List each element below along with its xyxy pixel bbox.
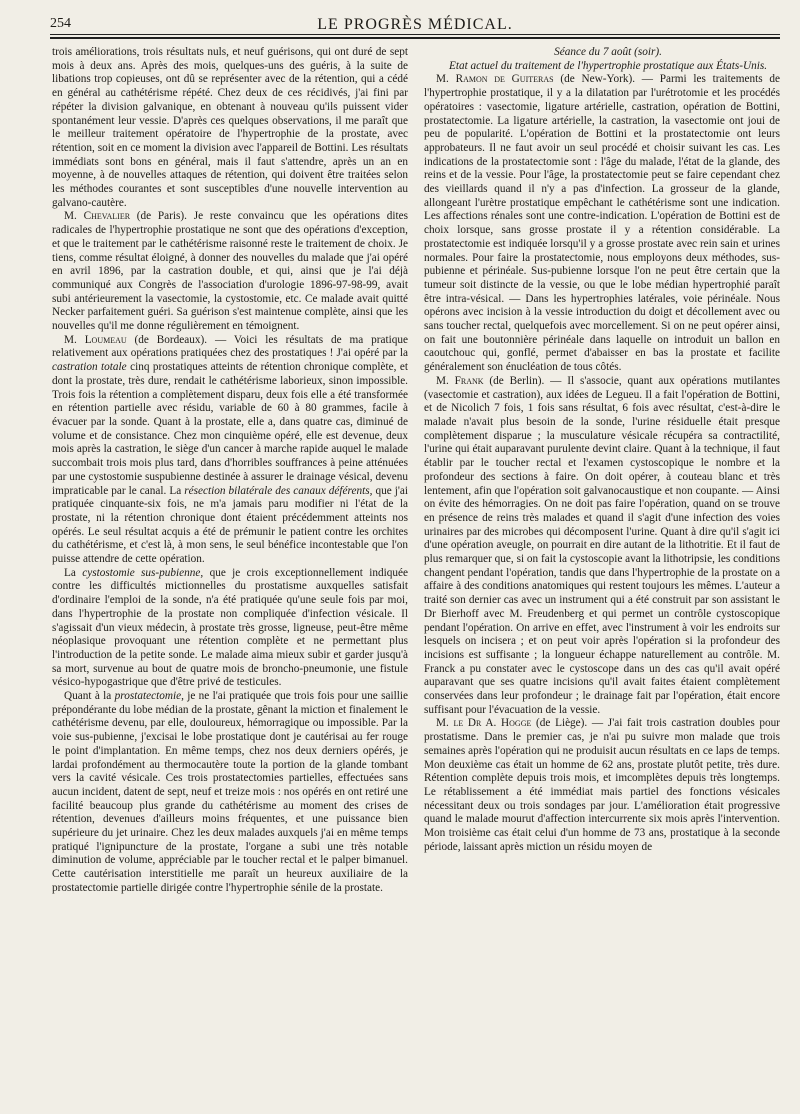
header-rule xyxy=(50,34,780,35)
speaker-name: M. Chevalier xyxy=(64,210,131,223)
right-column xyxy=(424,46,780,854)
paragraph xyxy=(52,567,408,690)
paragraph-text: cinq prostatiques atteints de rétention chronique complète, et dont la prostate, très dure, rendait le cathétérisme laborieux, sinon impossible. Trois fois la rétention a complètement disparu, deux fois elle a été transformée en rétention partielle avec résidu, variable de 60 à 80 grammes, facile à évacuer par la sonde. Quant à la prostate, elle a, dans quatre cas, diminué de volume et de consistance. Chez mon cinquième opéré, elle est devenue, deux mois après la castration, le siège d'un cancer à marche rapide auquel le malade succombait trois mois plus tard, dans d'horribles souffrances à peine atténuées par une cystostomie suspubienne destinée à assurer le drainage vésical, devenu impraticable par le canal. La xyxy=(52,361,408,497)
section-subtitle: Etat actuel du traitement de l'hypertrophie prostatique aux États-Unis. xyxy=(448,59,768,72)
paragraph xyxy=(52,210,408,333)
paragraph xyxy=(424,375,780,718)
italic-term: castration totale xyxy=(52,361,127,374)
paragraph-text: Quant à la xyxy=(64,690,115,703)
speaker-name: M. Frank xyxy=(436,374,484,387)
header-rule-thick xyxy=(50,37,780,39)
paragraph: trois améliorations, trois résultats nuls, et neuf guérisons, qui ont duré de sept mois à deux ans. Après des mois, quelques-uns des guéris, à la suite de libations trop copieuses, ont dû se représenter avec de la rétention, qui a cédé en général au cathétérisme répété. Chez deux de ces récidivés, j'ai fini par répéter la division galvanique, en obtenant à nouveau qu'ils puissent vider spontanément leur vessie. D'après ces quelques observations, il me paraît que le meilleur traitement opératoire de l'hypertrophie de la prostate, avec rétention, soit en ce moment la division avec l'appareil de Bottini. Les résultats immédiats sont bons en général, mais il faut s'attendre, après un an en moyenne, à de nouvelles attaques de rétention, qui doivent être traitées selon les méthodes courantes et sont susceptibles d'une nouvelle intervention au galvano-cautère. xyxy=(52,46,408,209)
paragraph xyxy=(52,334,408,567)
running-title: LE PROGRÈS MÉDICAL. xyxy=(317,16,513,33)
paragraph xyxy=(424,73,780,374)
paragraph-text: (de Liège). — J'ai fait trois castration doubles pour prostatisme. Dans le premier cas, je n'ai pu suivre mon malade que trois semaines après l'opération qui ne produisit aucun résultats en ce laps de temps. Mon deuxième cas était un homme de 62 ans, prostate plutôt petite, très dure. Rétention complète depuis trois mois, et imcomplètes depuis très longtemps. Le rétablissement a été immédiat mais partiel des fonctions vésicales nécessitant deux ou trois sondages par jour. L'amélioration était progressive quand le malade mourut d'affection intercurrente six mois après l'intervention. Mon troisième cas était celui d'un homme de 73 ans, prostatique à la seconde période, laissant après miction un résidu moyen de xyxy=(424,717,780,853)
speaker-name: M. Ramon de Guiteras xyxy=(436,73,554,86)
paragraph-text: que je crois exceptionnellement indiquée contre les difficultés mictionnelles du prostatisme auxquelles satisfait d'ordinaire l'emploi de la sonde, n'a été pratiquée qu'une seule fois par moi, dans l'hypertrophie de la prostate non compliquée d'infection vésicale. Il s'agissait d'un vieux médecin, à prostate très grosse, ligneuse, peut-être même néoplasique provoquant une rétention complète et ne permettant plus l'introduction de la petite sonde. Le malade aima mieux subir et garder jusqu'à sa mort, survenue au bout de quatre mois de broncho-pneumonie, une fistule vésico-hypogastrique que d'être privé de testicules. xyxy=(52,566,408,689)
session-heading: Séance du 7 août (soir). xyxy=(554,46,662,58)
paragraph-text: La xyxy=(64,566,83,579)
left-column xyxy=(52,46,408,896)
paragraph xyxy=(424,717,780,854)
italic-term: prostatectomie, xyxy=(114,690,184,703)
speaker-name: M. Loumeau xyxy=(64,333,127,346)
italic-term: résection bilatérale des canaux déférents, xyxy=(184,484,373,497)
paragraph-text: (de Paris). Je reste convaincu que les opérations dites radicales de l'hypertrophie prostatique ne sont que des opérations d'exception, et que le traitement par le cathétérisme raisonné reste le traitement de choix. Je tiens, comme résultat éloigné, à donner des nouvelles du malade que j'ai opéré en avril 1896, par la castration double, et qui, ainsi que je l'ai déjà communiqué aux Congrès de l'association d'urologie 1896-97-98-99, avait subi antérieurement la vasectomie, la cystostomie, etc. Ce malade avait quitté Necker parfaitement guéri. Sa guérison s'est maintenue complète, ainsi que les nouvelles qu'il me donne régulièrement en témoignent. xyxy=(52,210,408,333)
paragraph-text: que j'ai pratiquée cinquante-six fois, ne m'a jamais paru modifier ni l'état de la prostate, ni la rétention chronique dont étaient précédemment atteints nos opérés. Le seul résultat acquis a été de prémunir le patient contre les orchites du cathétérisme, et c'est là, à mon sens, le seul bénéfice incontestable que l'on puisse attendre de cette opération. xyxy=(52,484,408,566)
page-number: 254 xyxy=(50,16,71,31)
italic-term: cystostomie sus-pubienne, xyxy=(82,566,204,579)
speaker-name: M. le Dr A. Hogge xyxy=(436,717,532,730)
paragraph-text: je ne l'ai pratiquée que trois fois pour une saillie prépondérante du lobe médian de la prostate, gênant la miction et finalement le cathétérisme devenu, par elle, douloureux, hémorragique ou impossible. Par la voie sus-pubienne, j'excisai le lobe prostatique dont je cautérisai au fer rouge le point d'implantation. En même temps, chez nos deux derniers opérés, je lardai profondément au thermocautère toute la portion de la glande tombant vers la cavité vésicale. Ces trois prostatectomies partielles, effectuées sans aucun incident, datent de sept, neuf et treize mois : nos opérés en ont retiré une facilité beaucoup plus grande du cathétérisme au moment des crises de rétention, devenues d'ailleurs moins fréquentes, et une puissance bien supérieure du jet urinaire. Chez les deux malades auxquels j'ai en même temps pratiqué l'ignipuncture de la prostate, l'organe a subi une très notable diminution de volume, appréciable par le toucher rectal et le palper bimanuel. Cette cautérisation interstitielle me paraît un heureux auxiliaire de la prostatectomie partielle dirigée contre l'hypertrophie sénile de la prostate. xyxy=(52,690,408,894)
paragraph-text: (de Bordeaux). — Voici les résultats de ma pratique relativement aux opérations pratiquées chez des prostatiques ! J'ai opéré par la xyxy=(52,333,408,360)
paragraph-text: (de Berlin). — Il s'associe, quant aux opérations mutilantes (vasectomie et castration), aux idées de Legueu. Il a fait l'opération de Bottini, et de Nicolich 7 fois, 1 fois sans résultat, 6 fois avec résultat, c'est-à-dire le malade n'avait plus besoin de la sonde, l'urine résiduelle était presque complètement disparue ; la musculature vésicale récupéra sa contractilité, l'urine qui était auparavant purulente devint claire. Quant à la technique, il faut établir par le toucher rectal et l'examen cystoscopique le nombre et la profondeur des sections à faire. On doit opérer, à couteau blanc et très lentement, afin que l'opération soit galvanocaustique et non coupante. — Ainsi on évite des hémorragies. On ne doit pas faire l'opération, quand on se trouve en présence de reins très malades et quand il s'agit d'une infection des voies urinaires par des microbes qui décomposent l'urine. Quant à dire qu'il s'agit ici d'une opération aveugle, on pourrait en dire autant de la lithotritie. Et il faut de plus remarquer que, si on fait la cystoscopie avant la lithotripsie, les conditions changent pendant l'opération, tandis que dans l'hypertrophie de la prostate on a affaire à des conditions anatomiques qui restent toujours les mêmes. L'auteur a traité son dernier cas avec un instrument qui a été construit par son assistant le Dr Bierhoff avec M. Freudenberg et qui permet un contrôle cystoscopique pendant l'opération. On arrive en effet, avec l'instrument à voir les endroits sur lesquels on incisera ; et on peut voir après l'opération si la profondeur des incisions est suffisante ; la longueur échappe naturellement au contrôle. M. Franck a pu constater avec le cystoscope dans un des cas qu'il avait opéré auparavant que ses quatre incisions qu'il avait faites étaient complètement conservées dans leur profondeur ; le drainage fait par l'opération, était encore suffisant pour l'évacuation de la vessie. xyxy=(424,374,780,716)
paragraph-text: (de New-York). — Parmi les traitements de l'hypertrophie prostatique, il y a la dilatation par l'urétrotomie et les procédés opératoires : vasectomie, ligature artérielle, castration, opération de Bottini, prostatectomie. La ligature artérielle, la castration, la vasectomie ont joui de peu de popularité. L'opération de Bottini et la prostatectomie ont leurs approbateurs. Il ne faut avoir un seul procédé et choisir suivant les cas. Les indications de la prostatectomie sont : l'âge du malade, l'état de la glande, des reins et de la vessie. Pour l'âge, la prostatectomie peut se faire cependant chez des vieillards quand il n'y a pas d'infection. La grosseur de la glande, allongeant l'urètre prostatique empêchant le cathétérisme sont une indication. Les affections rénales sont une contre-indication. L'opération de Bottini est de choix lorsque, sans grosse prostate il y a rétention considérable. La prostatectomie est indiquée lorsqu'il y a grosse prostate avec rein sain et urines normales. Pour faire la prostatectomie, nous employons deux méthodes, sus-pubienne et périnéale. Sus-pubienne lorsque l'on ne peut être certain que la tumeur soit distincte de la vessie, ou que le lobe médian hypertrophié paraît être intra-vésical. — Dans les hypertrophies latérales, voie périnéale. Nous opérons avec incision à la vessie introduction du doigt et décollement avec ou sans toucher rectal, quelquefois avec morcellement. Si on ne peut opérer ainsi, on fait une boutonnière périnéale dans laquelle on introduit un ballon en caoutchouc qui, gonflé, permet d'abaisser en bas la prostate et facilite généralement son énucléation de tous côtés. xyxy=(424,73,780,374)
paragraph xyxy=(52,690,408,896)
